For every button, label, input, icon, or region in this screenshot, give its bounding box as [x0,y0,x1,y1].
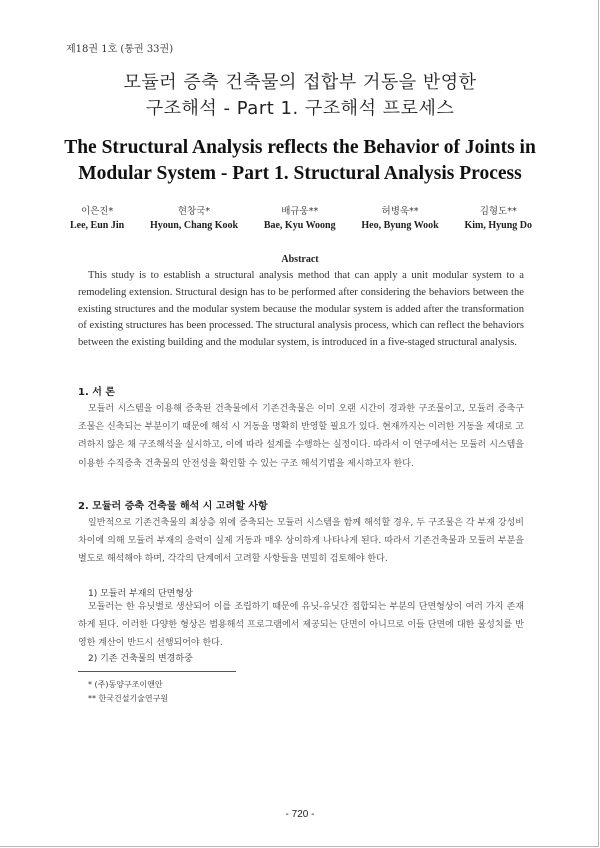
author-name-en: Hyoun, Chang Kook [149,220,239,231]
subsection-heading-existing-load: 2) 기존 건축물의 변경하중 [88,654,193,664]
section-heading-introduction: 1. 서 론 [78,387,116,398]
korean-title-line-1: 모듈러 증축 건축물의 접합부 거동을 반영한 [123,72,477,93]
footnote-affiliation-1: * (주)동양구조이앤안 [88,680,163,689]
author [464,203,532,231]
author [264,203,336,231]
author [361,203,438,231]
considerations-paragraph: 일반적으로 기존건축물의 최상층 위에 증축되는 모듈러 시스템을 함께 해석할 경우, 두 구조물은 각 부재 강성비 차이에 의해 모듈러 부재의 응력이 실제 거동과 매우 상이하게 나타나게 된다. 따라서 기존건축물과 모듈러 부분을 별도로 해석해야 하며, 각각의 단계에서 고려할 사항들을 면밀히 검토해야 한다. [78,518,524,565]
abstract-heading: Abstract [281,254,319,265]
author-name-ko: 허병욱** [381,206,419,217]
author-name-ko: 배규웅** [281,206,319,217]
author-name-ko: 김형도** [479,206,517,217]
journal-issue-header: 제18권 1호 (통권 33권) [66,44,174,55]
english-title-line-2: Modular System - Part 1. Structural Analysis Process [78,163,522,184]
page-number: - 720 - [285,809,315,820]
author-name-ko: 현창국* [177,206,211,217]
author-name-en: Lee, Eun Jin [70,220,125,231]
author-list [70,203,532,231]
footnote-divider [78,671,236,672]
abstract-body: This study is to establish a structural analysis method that can apply a unit modular system to a remodeling extension. Structural design has to be performed after considering the behaviors between the existing structures and the modular system because the modular system is added after the transformation of existing structures has been processed. The structural analysis process, which can reflect the behaviors between the existing building and the modular system, is introduced in a five-staged structural analysis. [78,270,524,349]
author-name-en: Kim, Hyung Do [464,220,532,231]
author-name-ko: 이은진* [80,206,114,217]
cross-section-paragraph: 모듈러는 한 유닛별로 생산되어 이를 조립하기 때문에 유닛-유닛간 접합되는 부분의 단면형상이 여러 가지 존재하게 된다. 이러한 다양한 형상은 범용해석 프로그램에서 제공되는 단면이 아니므로 이들 단면에 대한 물성치를 반영한 계산이 반드시 선행되어야 한다. [78,602,524,649]
author-name-en: Heo, Byung Wook [361,220,439,231]
author-name-en: Bae, Kyu Woong [263,220,336,231]
subsection-heading-cross-section: 1) 모듈러 부재의 단면형상 [88,589,193,599]
section-heading-considerations: 2. 모듈러 증축 건축물 해석 시 고려할 사항 [78,501,268,512]
english-title-line-1: The Structural Analysis reflects the Behavior of Joints in [64,137,536,158]
author [150,203,238,231]
footnote-affiliation-2: ** 한국건설기술연구원 [88,694,169,703]
korean-title-line-2: 구조해석 - Part 1. 구조해석 프로세스 [145,98,455,119]
author [70,203,124,231]
introduction-paragraph: 모듈러 시스템을 이용해 증축된 건축물에서 기존건축물은 이미 오랜 시간이 경과한 구조물이고, 모듈러 증축구조물은 신축되는 부분이기 때문에 해석 시 거동을 명확히 반영할 필요가 있다. 현재까지는 이러한 거동을 제대로 고려하지 않은 채 구조해석을 실시하고, 이에 따라 설계를 수행하는 실정이다. 따라서 이 연구에서는 모듈러 시스템을 이용한 수직증축 건축물의 안전성을 확인할 수 있는 구조 해석기법을 제시하고자 한다. [78,404,524,469]
